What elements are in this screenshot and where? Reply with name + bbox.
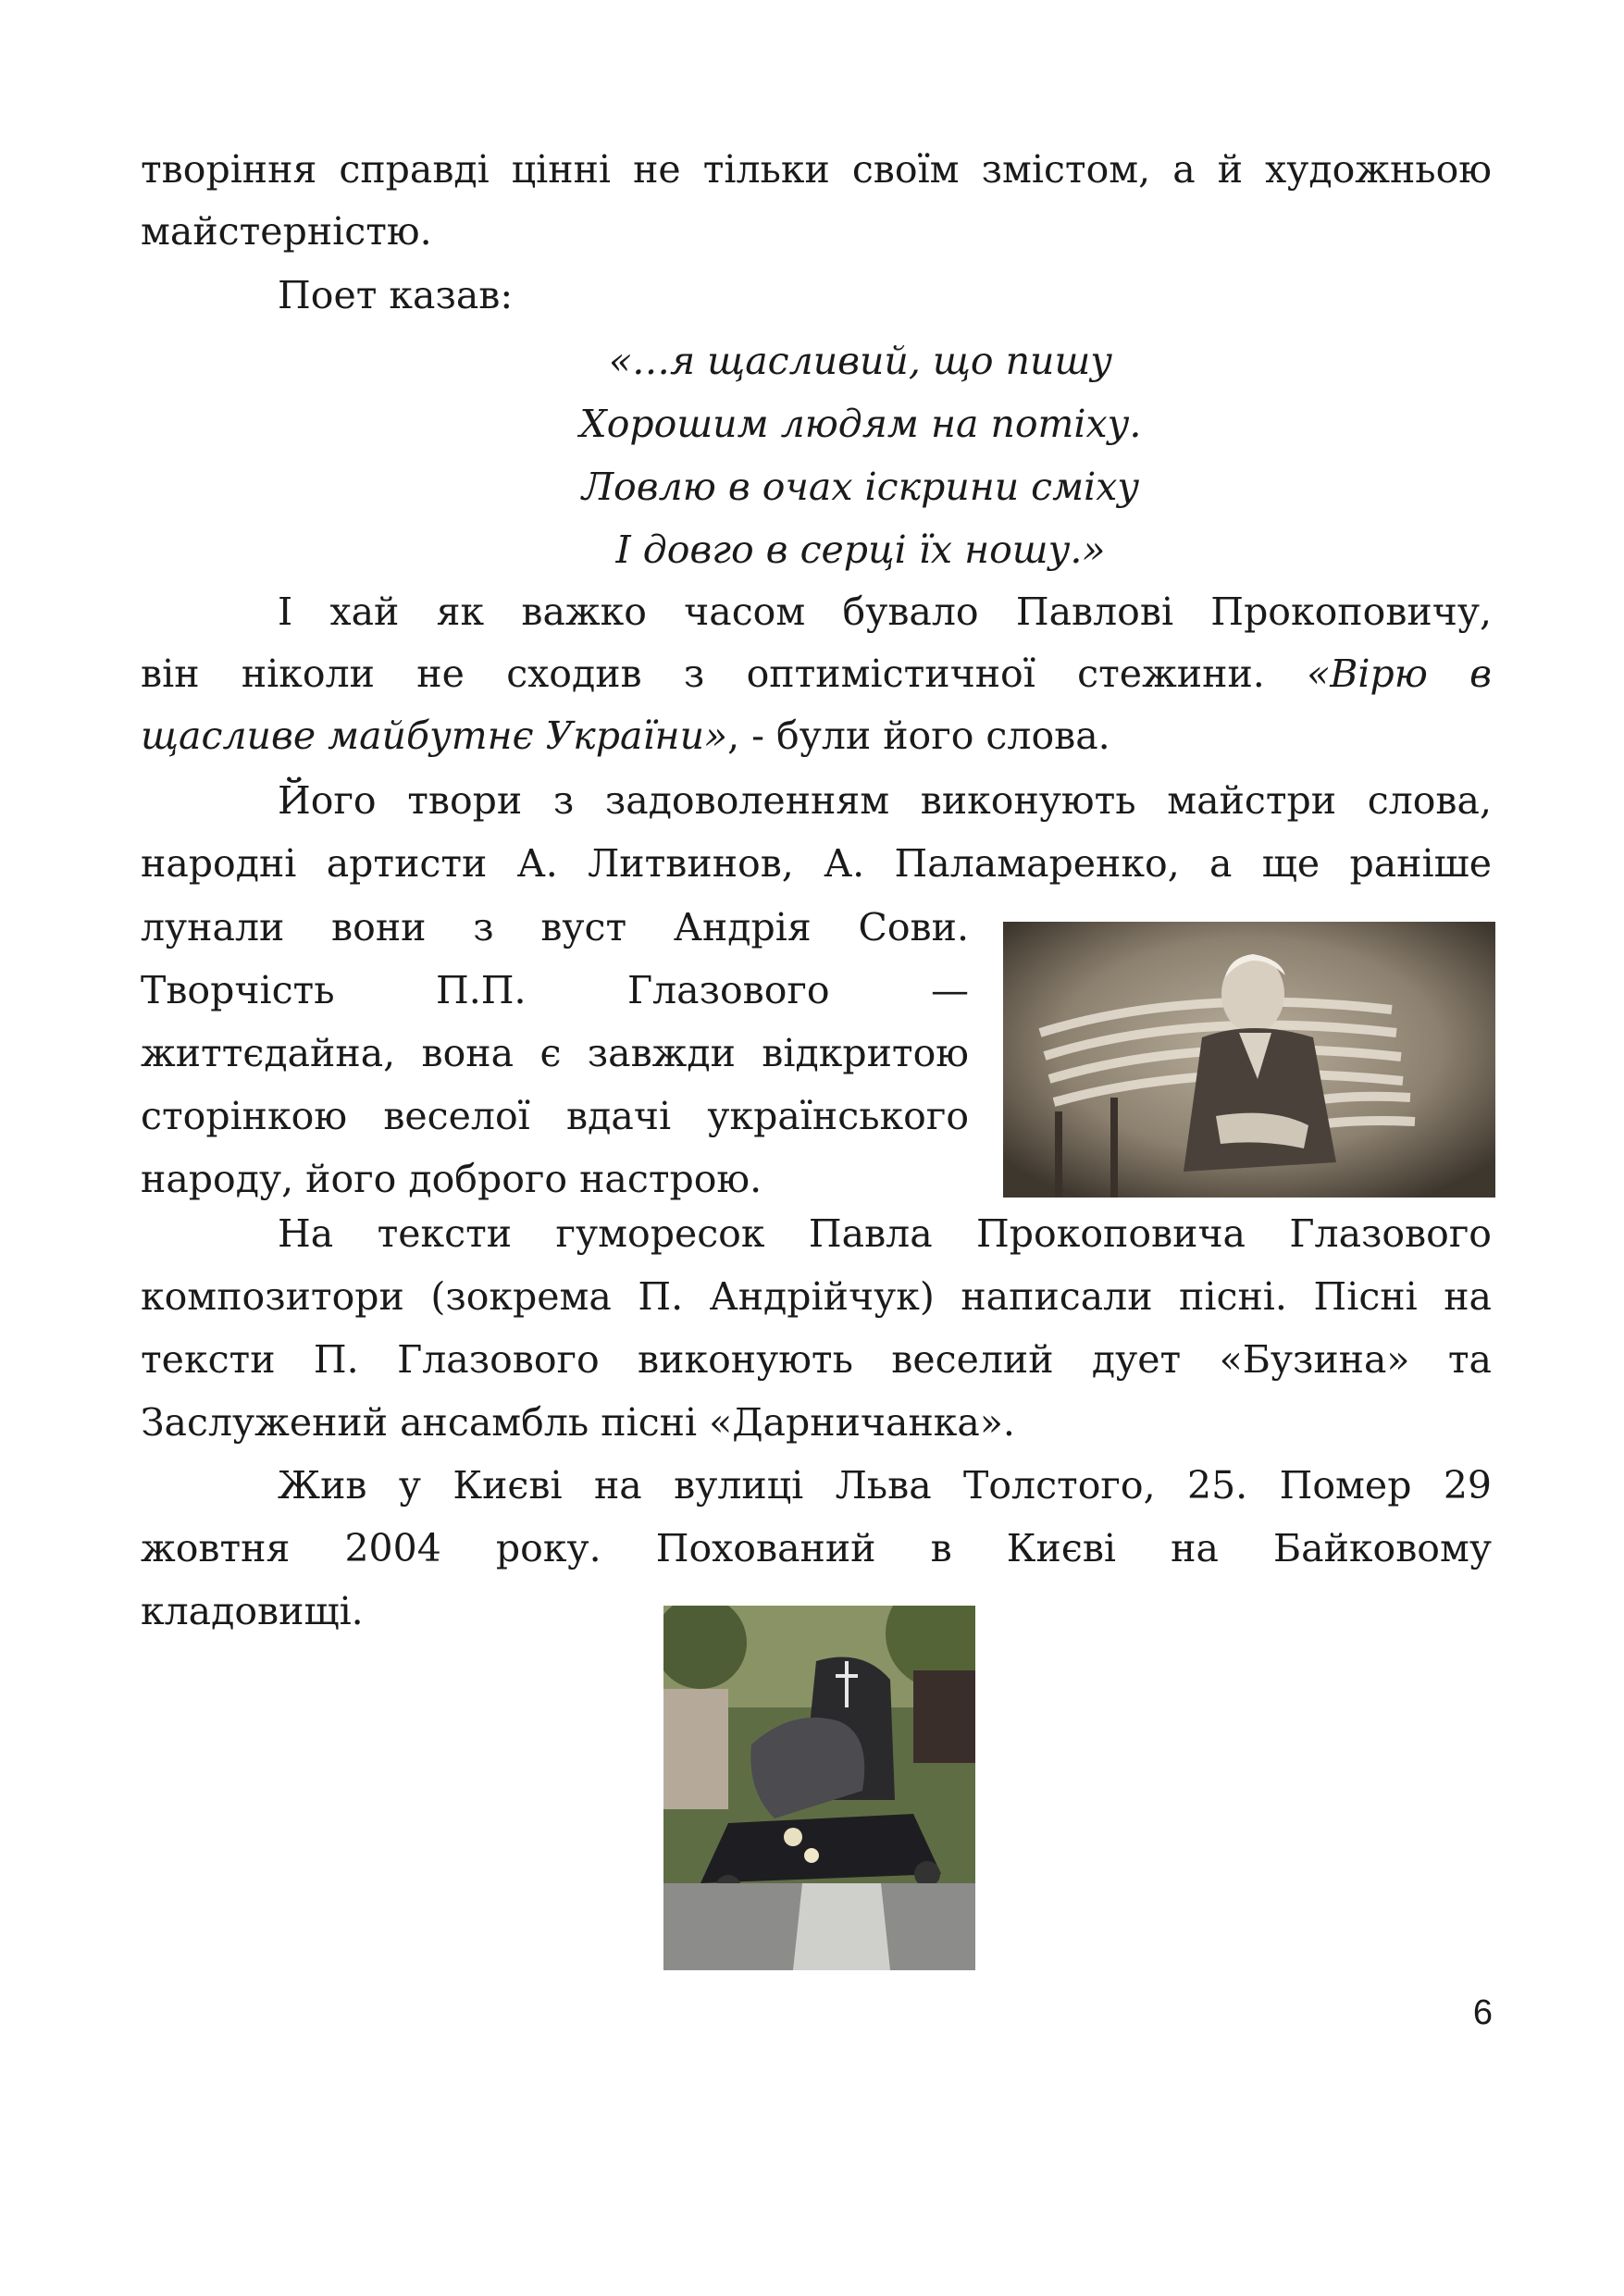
poem-line-3: Ловлю в очах іскрини сміху [581, 465, 1140, 509]
poem-quote [518, 329, 1203, 581]
wrapped-line-5: народу, його доброго настрою. [141, 1157, 762, 1201]
wrapped-line-4: сторінкою веселої вдачі українського [141, 1094, 969, 1138]
paragraph-3-tail: , - були його слова. [727, 714, 1110, 758]
paragraph-4-line-2: народні артисти А. Литвинов, А. Паламаренко, а ще раніше [141, 841, 1492, 886]
paragraph-6-line-2: жовтня 2004 року. Похований в Києві на Байковому [141, 1526, 1492, 1570]
paragraph-5-line-3: тексти П. Глазового виконують веселий дует «Бузина» та [141, 1337, 1492, 1382]
paragraph-3-line-2 [141, 643, 1492, 705]
paragraph-5-line-1: На тексти гуморесок Павла Прокоповича Глазового [278, 1211, 1492, 1256]
wrapped-line-1: лунали вони з вуст Андрія Сови. [141, 905, 969, 949]
paragraph-3-line-1: І хай як важко часом бувало Павлові Прокоповичу, [278, 590, 1492, 634]
poem-line-4: І довго в серці їх ношу.» [615, 527, 1106, 572]
poem-line-2: Хорошим людям на потіху. [579, 402, 1142, 446]
paragraph-3-line-3 [141, 705, 1492, 767]
grave-monument-photo [663, 1606, 975, 1970]
wrapped-line-3: життєдайна, вона є завжди відкритою [141, 1031, 969, 1075]
paragraph-5-line-2: композитори (зокрема П. Андрійчук) написали пісні. Пісні на [141, 1274, 1492, 1319]
quote-italic-end: щасливе майбутнє України» [141, 714, 728, 758]
paragraph-poet-said: Поет казав: [278, 273, 514, 317]
page-number: 6 [1472, 1993, 1493, 2032]
wrapped-line-2: Творчість П.П. Глазового — [141, 968, 969, 1012]
paragraph-3-text: він ніколи не сходив з оптимістичної стежини. [141, 652, 1265, 696]
poem-line-1: «…я щасливий, що пишу [608, 339, 1113, 383]
paragraph-5-line-4: Заслужений ансамбль пісні «Дарничанка». [141, 1400, 1015, 1445]
paragraph-6-line-1: Жив у Києві на вулиці Льва Толстого, 25. Помер 29 [278, 1463, 1492, 1508]
paragraph-6-line-3: кладовищі. [141, 1589, 364, 1633]
paragraph-4-line-1: Його твори з задоволенням виконують майстри слова, [278, 778, 1492, 823]
poet-on-bench-photo [1003, 922, 1495, 1198]
paragraph-1-line-1: творіння справді цінні не тільки своїм змістом, а й художньою [141, 147, 1492, 192]
paragraph-4-wrapped [141, 896, 969, 1210]
paragraph-1-line-2: майстерністю. [141, 209, 432, 254]
quote-italic-start: «Вірю в [1307, 652, 1492, 696]
